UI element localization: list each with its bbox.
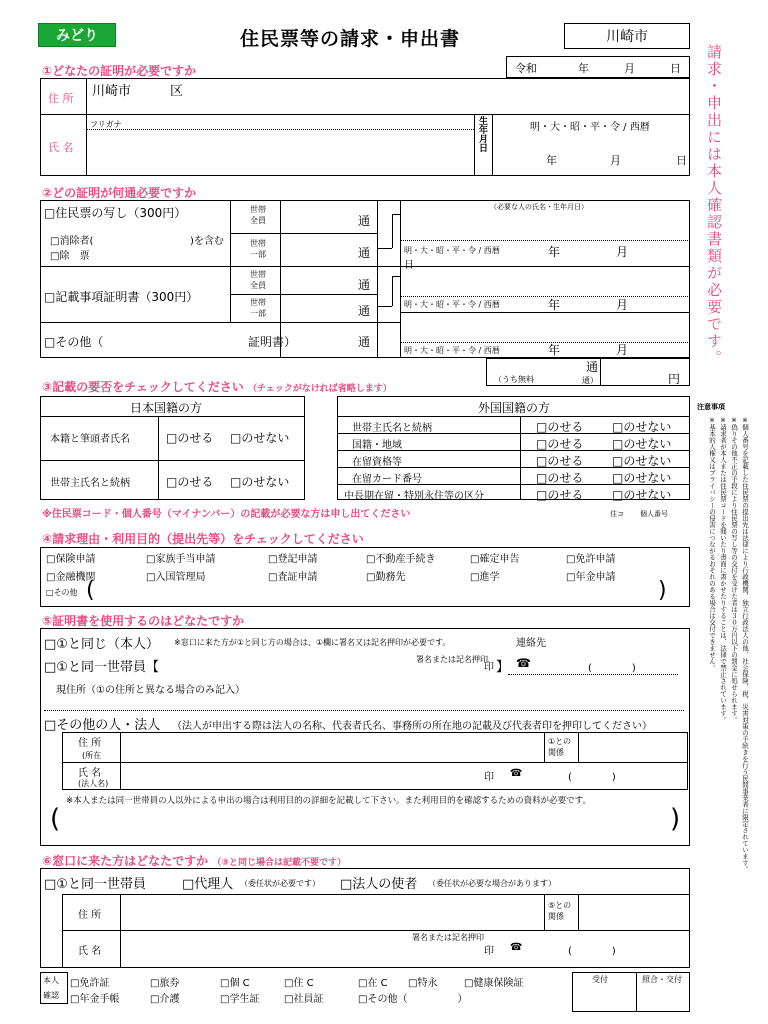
notice-title: 注意事項 xyxy=(697,403,725,411)
reason-hoken[interactable]: □ 保険申請 xyxy=(46,550,95,565)
id-kenko[interactable]: □ 健康保険証 xyxy=(464,974,523,989)
dob-label: 生年月日 xyxy=(477,116,487,152)
fee-free-close: 通） xyxy=(582,376,598,385)
code-label: 住コ xyxy=(610,510,624,518)
current-address-label: 現住所（①の住所と異なる場合のみ記入） xyxy=(56,685,245,696)
city-box: 川崎市 xyxy=(564,23,690,49)
fn-row-1: 世帯主氏名と続柄 xyxy=(352,423,432,434)
id-tokuei[interactable]: □ 特永 xyxy=(408,974,437,989)
fee-yen: 円 xyxy=(668,372,681,386)
section4-title: ④請求理由・利用目的（提出先等）をチェックしてください xyxy=(42,532,364,546)
jyohyo-checkbox[interactable]: □ 除 票 xyxy=(50,247,89,262)
user-other-checkbox[interactable]: □ その他の人・法人 xyxy=(44,714,160,733)
reason-kazoku[interactable]: □ 家族手当申請 xyxy=(146,550,215,565)
setai-part-1: 世帯一部 xyxy=(250,239,266,259)
tsu-1: 通 xyxy=(358,214,371,228)
fn1-noseru[interactable]: □ のせる xyxy=(536,418,583,435)
jp-row-1: 本籍と筆頭者氏名 xyxy=(50,434,130,445)
fn3-noseru[interactable]: □ のせる xyxy=(536,452,583,469)
visitor-relation-label: ⑤との関係 xyxy=(548,901,572,921)
s2-gatsu-1: 月 xyxy=(616,245,629,259)
address-label: 住 所 xyxy=(48,92,74,105)
sign-label-6: 署名または記名押印 xyxy=(412,933,484,942)
form-title: 住民票等の請求・申出書 xyxy=(240,28,461,50)
tsu-5: 通 xyxy=(358,335,371,349)
dob-era: 明・大・昭・平・令 / 西暦 xyxy=(530,122,650,133)
section3-title: ③記載の要否をチェックしてください （チェックがなければ省略します） xyxy=(42,380,392,394)
reason-kakutei[interactable]: □ 確定申告 xyxy=(470,550,519,565)
jp-row-2: 世帯主氏名と続柄 xyxy=(50,478,130,489)
reason-nyukoku[interactable]: □ 入国管理局 xyxy=(146,568,205,583)
jp-header: 日本国籍の方 xyxy=(130,401,203,415)
user-same-household-checkbox[interactable]: □ ①と同一世帯員【 xyxy=(44,656,159,675)
id-menkyo[interactable]: □ 免許証 xyxy=(70,974,109,989)
mynumber-note: ※住民票コード・個人番号（マイナンバー）の記載が必要な方は申し出てください xyxy=(42,509,411,520)
jp2-nosenai[interactable]: □ のせない xyxy=(230,473,289,490)
other-note: （法人が申出する際は法人の名称、代表者氏名、事務所の所在地の記載及び代表者印を押印してください） xyxy=(172,721,652,732)
phone-field[interactable]: ( ) xyxy=(588,663,636,674)
other-address-sub: (所在 xyxy=(82,751,102,760)
s2-gatsu-2: 月 xyxy=(616,298,629,312)
furigana-label: フリガナ xyxy=(90,120,122,129)
section1-title: ①どなたの証明が必要ですか xyxy=(42,64,197,78)
reason-fudosan[interactable]: □ 不動産手続き xyxy=(366,550,435,565)
sonota-checkbox[interactable]: □ その他（ xyxy=(44,333,103,350)
badge-midori: みどり xyxy=(38,23,116,47)
fn-row-4: 在留カード番号 xyxy=(352,474,422,485)
phone-icon: ☎ xyxy=(516,656,531,670)
id-kojin-c[interactable]: □ 個 C xyxy=(220,974,250,989)
visitor-same-checkbox[interactable]: □ ①と同一世帯員 xyxy=(44,873,146,892)
s2-nen-2: 年 xyxy=(548,298,561,312)
fn4-nosenai[interactable]: □ のせない xyxy=(612,469,671,486)
section6-title: ⑥窓口に来た方はどなたですか （③と同じ場合は記載不要です） xyxy=(42,854,346,868)
visitor-agent-checkbox[interactable]: □ 代理人 xyxy=(182,873,233,892)
date-year: 年 xyxy=(578,62,589,75)
setai-all-1: 世帯全員 xyxy=(250,205,266,225)
reason-other-close-bracket: ) xyxy=(658,578,667,603)
gafukumu-label: )を含む xyxy=(190,236,224,247)
setai-all-2: 世帯全員 xyxy=(250,270,266,290)
fn2-noseru[interactable]: □ のせる xyxy=(536,435,583,452)
s2-hi-1: 日 xyxy=(404,260,414,271)
id-gakusei[interactable]: □ 学生証 xyxy=(220,990,259,1005)
tsu-4: 通 xyxy=(358,304,371,318)
agent-note: （委任状が必要です） xyxy=(240,879,320,888)
other-phone-field[interactable]: ( ) xyxy=(568,772,616,783)
purpose-open-bracket: ( xyxy=(50,804,61,834)
fn3-nosenai[interactable]: □ のせない xyxy=(612,452,671,469)
shomeisho-label: 証明書） xyxy=(248,335,297,349)
other-purpose-note: ※本人または同一世帯員の人以外による申出の場合は利用目的の詳細を記載して下さい。また利用目的を確認するための資料が必要です。 xyxy=(66,796,591,806)
corp-note: （委任状が必要な場合があります） xyxy=(428,879,556,888)
s2-dob-era-1: 明・大・昭・平・令 / 西暦 xyxy=(404,246,500,255)
s2-gatsu-3: 月 xyxy=(616,343,629,357)
reason-toki[interactable]: □ 登記申請 xyxy=(268,550,317,565)
date-month: 月 xyxy=(624,62,635,75)
reason-other[interactable]: □ その他 xyxy=(46,587,78,598)
contact-label: 連絡先 xyxy=(516,638,546,649)
visitor-seal-mark: 印 xyxy=(484,946,494,957)
jp1-nosenai[interactable]: □ のせない xyxy=(230,429,289,446)
fn2-nosenai[interactable]: □ のせない xyxy=(612,435,671,452)
reason-menkyo[interactable]: □ 免許申請 xyxy=(566,550,615,565)
date-era: 令和 xyxy=(515,62,537,75)
fn-row-2: 国籍・地域 xyxy=(352,440,402,451)
bracket-close: 】 xyxy=(496,660,510,675)
reason-sasho[interactable]: □ 査証申請 xyxy=(268,568,317,583)
s2-nen-1: 年 xyxy=(548,245,561,259)
other-relation-label: ①との関係 xyxy=(548,737,572,757)
user-self-checkbox[interactable]: □ ①と同じ（本人） xyxy=(44,633,159,652)
fn-row-5: 中長期在留・特別永住等の区分 xyxy=(344,491,484,502)
sign-label-5: 署名または記名押印 xyxy=(416,655,488,664)
kisai-checkbox[interactable]: □ 記載事項証明書（300円） xyxy=(44,288,198,305)
dob-day: 日 xyxy=(676,154,687,167)
reason-shingaku[interactable]: □ 進学 xyxy=(470,568,499,583)
id-jumin-c[interactable]: □ 住 C xyxy=(284,974,314,989)
id-zairyu-c[interactable]: □ 在 C xyxy=(358,974,388,989)
visitor-phone-icon: ☎ xyxy=(510,942,523,953)
visitor-address-label: 住 所 xyxy=(78,910,102,921)
id-label-1: 本人 xyxy=(43,976,59,985)
side-note: 請求・申出には本人確認書類が必要です。 xyxy=(705,44,723,367)
notice-line-1: ※個人番号を記載した住民票の提出先は法律により行政機関、独立行政法人の他、社会保険、税、災害対策の手続きを行う民間事業者に限定されています。 xyxy=(741,416,749,873)
reason-kinyu[interactable]: □ 金融機関 xyxy=(46,568,95,583)
notice-line-4: ※基本的人権又はプライバシーの侵害につながるおそれのある場合は交付できません。 xyxy=(708,416,716,671)
reason-nenkin[interactable]: □ 年金申請 xyxy=(566,568,615,583)
other-name-label: 氏 名 xyxy=(78,768,102,779)
kojin-label: 個人番号 xyxy=(640,510,668,518)
fn-row-3: 在留資格等 xyxy=(352,457,402,468)
fn-header: 外国国籍の方 xyxy=(478,401,551,415)
juminhyo-checkbox[interactable] xyxy=(44,204,186,221)
s2-dob-era-2: 明・大・昭・平・令 / 西暦 xyxy=(404,300,500,309)
shogo-label: 照合・交付 xyxy=(642,975,682,984)
jp2-noseru[interactable]: □ のせる xyxy=(166,473,213,490)
section5-title: ⑤証明書を使用するのはどなたですか xyxy=(42,614,245,628)
other-name-sub: (法人名) xyxy=(78,779,109,788)
tsu-3: 通 xyxy=(358,278,371,292)
id-shain[interactable]: □ 社員証 xyxy=(284,990,323,1005)
need-person-label: （必要な人の氏名・生年月日） xyxy=(490,203,588,211)
seal-mark-5: 印 xyxy=(484,662,494,673)
address-value[interactable]: 川崎市 区 xyxy=(92,84,184,99)
visitor-phone-field[interactable]: ( ) xyxy=(568,946,616,957)
date-day: 日 xyxy=(670,62,681,75)
shoujo-label: □ 消除者( xyxy=(50,232,93,247)
setai-part-2: 世帯一部 xyxy=(250,298,266,318)
name-label: 氏 名 xyxy=(48,141,74,154)
id-nenkin[interactable]: □ 年金手帳 xyxy=(70,990,119,1005)
section2-title: ②どの証明が何通必要ですか xyxy=(42,186,197,200)
fn5-nosenai[interactable]: □ のせない xyxy=(612,486,671,503)
fee-tsu: 通 xyxy=(586,360,599,374)
juminhyo-label: 住民票の写し（300円） xyxy=(55,206,187,220)
fn4-noseru[interactable]: □ のせる xyxy=(536,469,583,486)
uketsuke-label: 受付 xyxy=(592,975,608,984)
visitor-name-label: 氏 名 xyxy=(78,946,102,957)
fee-free-label: （うち無料 xyxy=(494,375,534,384)
id-ryoken[interactable]: □ 旅券 xyxy=(150,974,179,989)
dob-year: 年 xyxy=(546,154,557,167)
other-phone-icon: ☎ xyxy=(510,768,523,779)
notice-line-3: ※請求者が本人または住民票コードを聞いたり書面に書かせたりすることは、法律で禁止されています。 xyxy=(719,416,727,723)
purpose-close-bracket: ) xyxy=(670,804,681,834)
tsu-2: 通 xyxy=(358,246,371,260)
dob-month: 月 xyxy=(610,154,621,167)
reason-other-open-bracket: ( xyxy=(86,578,95,603)
fn5-noseru[interactable]: □ のせる xyxy=(536,486,583,503)
id-other[interactable]: □ その他（ ） xyxy=(358,990,467,1005)
reason-kinmu[interactable]: □ 勤務先 xyxy=(366,568,405,583)
other-seal-mark: 印 xyxy=(484,772,494,783)
id-label-2: 確認 xyxy=(43,991,59,1000)
other-address-label: 住 所 xyxy=(78,738,102,749)
id-kaigo[interactable]: □ 介護 xyxy=(150,990,179,1005)
fn1-nosenai[interactable]: □ のせない xyxy=(612,418,671,435)
s2-dob-era-3: 明・大・昭・平・令 / 西暦 xyxy=(404,346,500,355)
jp1-noseru[interactable]: □ のせる xyxy=(166,429,213,446)
user-self-note: ※窓口に来た方が①と同じ方の場合は、①欄に署名又は記名押印が必要です。 xyxy=(174,638,451,647)
visitor-corp-checkbox[interactable]: □ 法人の使者 xyxy=(340,873,417,892)
notice-line-2: ※偽りその他不正の手段により住民票の写し等の交付を受けた者は３０万円以下の罰金に処せられます。 xyxy=(730,416,738,723)
s2-nen-3: 年 xyxy=(548,343,561,357)
